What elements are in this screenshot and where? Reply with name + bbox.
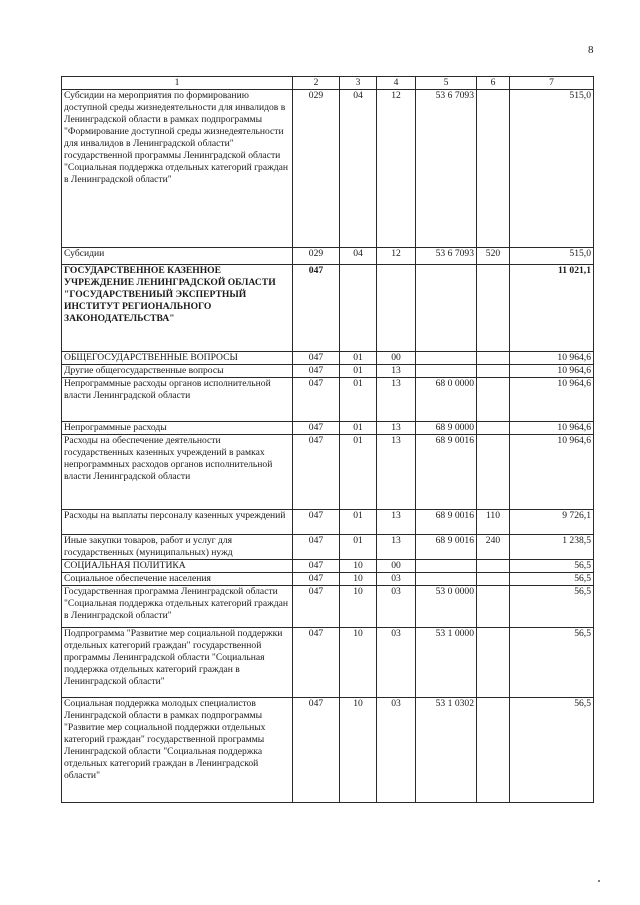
row-cell-col-2: 047 xyxy=(293,378,340,422)
row-cell-col-2: 047 xyxy=(293,627,340,697)
row-cell-col-5 xyxy=(416,572,477,585)
row-cell-col-2: 047 xyxy=(293,559,340,572)
table-header-row xyxy=(62,77,594,90)
row-cell-col-6 xyxy=(477,265,510,352)
row-name-cell: Государственная программа Ленинградской области "Социальная поддержка отдельных категорий граждан в Ленинградской области" xyxy=(62,585,293,627)
row-name-cell: Непрограммные расходы xyxy=(62,422,293,435)
row-cell-col-7: 515,0 xyxy=(510,90,594,248)
row-cell-col-5 xyxy=(416,352,477,365)
row-cell-col-5: 68 9 0016 xyxy=(416,534,477,559)
row-cell-col-6 xyxy=(477,572,510,585)
row-cell-col-2: 047 xyxy=(293,585,340,627)
row-cell-col-2: 047 xyxy=(293,509,340,534)
row-cell-col-2: 047 xyxy=(293,422,340,435)
row-cell-col-4: 12 xyxy=(377,90,416,248)
table-row xyxy=(62,434,594,509)
row-cell-col-4: 13 xyxy=(377,434,416,509)
row-cell-col-3: 10 xyxy=(340,585,377,627)
row-cell-col-7: 1 238,5 xyxy=(510,534,594,559)
header-col-7: 7 xyxy=(510,77,594,90)
row-cell-col-7: 9 726,1 xyxy=(510,509,594,534)
row-cell-col-5: 53 1 0000 xyxy=(416,627,477,697)
row-cell-col-2: 047 xyxy=(293,697,340,802)
header-col-3: 3 xyxy=(340,77,377,90)
row-name-cell: Субсидии на мероприятия по формированию доступной среды жизнедеятельности для инвалидов в Ленинградской области в рамках подпрограммы "Формирование доступной среды жизнедеятельности для инвалидов в Ленинградской области" государственной программы Ленинградской области "Социальная поддержка отдельных категорий граждан в Ленинградской области" xyxy=(62,90,293,248)
row-cell-col-4: 13 xyxy=(377,422,416,435)
header-col-1: 1 xyxy=(62,77,293,90)
row-cell-col-7: 56,5 xyxy=(510,572,594,585)
table-row xyxy=(62,559,594,572)
row-cell-col-7: 10 964,6 xyxy=(510,352,594,365)
table-row xyxy=(62,572,594,585)
row-cell-col-7: 10 964,6 xyxy=(510,378,594,422)
row-cell-col-3 xyxy=(340,265,377,352)
row-name-cell: Социальная поддержка молодых специалистов Ленинградской области в рамках подпрограммы "Развитие мер социальной поддержки отдельных категорий граждан" государственной программы Ленинградской области "Социальная поддержка отдельных категорий граждан в Ленинградской области" xyxy=(62,697,293,802)
row-cell-col-2: 047 xyxy=(293,572,340,585)
table-row xyxy=(62,534,594,559)
row-cell-col-3: 01 xyxy=(340,365,377,378)
row-cell-col-7: 515,0 xyxy=(510,248,594,265)
row-cell-col-4: 03 xyxy=(377,585,416,627)
row-cell-col-6: 240 xyxy=(477,534,510,559)
row-cell-col-6: 110 xyxy=(477,509,510,534)
row-name-cell: Иные закупки товаров, работ и услуг для государственных (муниципальных) нужд xyxy=(62,534,293,559)
row-cell-col-6 xyxy=(477,365,510,378)
row-cell-col-2: 047 xyxy=(293,365,340,378)
table-row xyxy=(62,248,594,265)
row-name-cell: Расходы на выплаты персоналу казенных учреждений xyxy=(62,509,293,534)
table-row xyxy=(62,627,594,697)
table-row xyxy=(62,90,594,248)
row-cell-col-3: 01 xyxy=(340,534,377,559)
row-cell-col-3: 10 xyxy=(340,697,377,802)
table-row xyxy=(62,365,594,378)
row-cell-col-3: 01 xyxy=(340,378,377,422)
row-cell-col-4: 00 xyxy=(377,352,416,365)
row-cell-col-6 xyxy=(477,697,510,802)
table-row xyxy=(62,265,594,352)
row-cell-col-3: 01 xyxy=(340,434,377,509)
row-cell-col-2: 047 xyxy=(293,352,340,365)
row-cell-col-5 xyxy=(416,265,477,352)
row-name-cell: Подпрограмма "Развитие мер социальной поддержки отдельных категорий граждан" государственной программы Ленинградской области "Социальная поддержка отдельных категорий граждан в Ленинградской области" xyxy=(62,627,293,697)
row-cell-col-2: 029 xyxy=(293,90,340,248)
row-name-cell: Другие общегосударственные вопросы xyxy=(62,365,293,378)
budget-table xyxy=(61,76,594,803)
header-col-4: 4 xyxy=(377,77,416,90)
row-cell-col-5: 53 6 7093 xyxy=(416,248,477,265)
row-cell-col-5: 53 0 0000 xyxy=(416,585,477,627)
table-row xyxy=(62,585,594,627)
row-cell-col-7: 56,5 xyxy=(510,627,594,697)
row-cell-col-4: 13 xyxy=(377,509,416,534)
row-cell-col-5: 68 0 0000 xyxy=(416,378,477,422)
row-cell-col-7: 56,5 xyxy=(510,697,594,802)
header-col-6: 6 xyxy=(477,77,510,90)
table-row xyxy=(62,697,594,802)
row-cell-col-4 xyxy=(377,265,416,352)
row-cell-col-6 xyxy=(477,378,510,422)
row-cell-col-4: 12 xyxy=(377,248,416,265)
page-number: 8 xyxy=(588,44,594,56)
row-cell-col-5: 53 1 0302 xyxy=(416,697,477,802)
row-cell-col-7: 10 964,6 xyxy=(510,422,594,435)
row-name-cell: ОБЩЕГОСУДАРСТВЕННЫЕ ВОПРОСЫ xyxy=(62,352,293,365)
row-cell-col-3: 10 xyxy=(340,627,377,697)
row-cell-col-4: 03 xyxy=(377,572,416,585)
row-name-cell: СОЦИАЛЬНАЯ ПОЛИТИКА xyxy=(62,559,293,572)
row-cell-col-3: 01 xyxy=(340,352,377,365)
row-cell-col-5 xyxy=(416,559,477,572)
table-row xyxy=(62,352,594,365)
row-cell-col-2: 047 xyxy=(293,534,340,559)
row-name-cell: Непрограммные расходы органов исполнительной власти Ленинградской области xyxy=(62,378,293,422)
row-cell-col-5 xyxy=(416,365,477,378)
row-cell-col-7: 56,5 xyxy=(510,559,594,572)
row-cell-col-3: 10 xyxy=(340,559,377,572)
row-cell-col-2: 047 xyxy=(293,434,340,509)
row-cell-col-6 xyxy=(477,585,510,627)
row-cell-col-6 xyxy=(477,352,510,365)
row-cell-col-6 xyxy=(477,559,510,572)
header-col-2: 2 xyxy=(293,77,340,90)
row-cell-col-3: 01 xyxy=(340,422,377,435)
row-cell-col-2: 047 xyxy=(293,265,340,352)
row-cell-col-3: 04 xyxy=(340,90,377,248)
row-cell-col-7: 10 964,6 xyxy=(510,434,594,509)
row-cell-col-5: 68 9 0016 xyxy=(416,434,477,509)
row-cell-col-6 xyxy=(477,434,510,509)
row-name-cell: Социальное обеспечение населения xyxy=(62,572,293,585)
row-cell-col-6 xyxy=(477,90,510,248)
table-row xyxy=(62,509,594,534)
row-cell-col-5: 68 9 0000 xyxy=(416,422,477,435)
row-cell-col-3: 10 xyxy=(340,572,377,585)
table-row xyxy=(62,422,594,435)
row-name-cell: Субсидии xyxy=(62,248,293,265)
row-cell-col-4: 13 xyxy=(377,378,416,422)
row-cell-col-7: 56,5 xyxy=(510,585,594,627)
row-cell-col-4: 03 xyxy=(377,697,416,802)
row-cell-col-3: 01 xyxy=(340,509,377,534)
row-cell-col-4: 00 xyxy=(377,559,416,572)
row-cell-col-4: 13 xyxy=(377,534,416,559)
row-name-cell: Расходы на обеспечение деятельности государственных казенных учреждений в рамках непрограммных расходов органов исполнительной власти Ленинградской области xyxy=(62,434,293,509)
row-cell-col-7: 10 964,6 xyxy=(510,365,594,378)
table-row xyxy=(62,378,594,422)
row-cell-col-6 xyxy=(477,627,510,697)
row-cell-col-4: 13 xyxy=(377,365,416,378)
row-cell-col-5: 53 6 7093 xyxy=(416,90,477,248)
row-cell-col-2: 029 xyxy=(293,248,340,265)
scan-speck xyxy=(598,880,600,882)
row-cell-col-7: 11 021,1 xyxy=(510,265,594,352)
row-cell-col-4: 03 xyxy=(377,627,416,697)
row-name-cell: ГОСУДАРСТВЕННОЕ КАЗЕННОЕ УЧРЕЖДЕНИЕ ЛЕНИНГРАДСКОЙ ОБЛАСТИ "ГОСУДАРСТВЕНИЫЙ ЭКСПЕРТНЫЙ ИНСТИТУТ РЕГИОНАЛЬНОГО ЗАКОНОДАТЕЛЬСТВА" xyxy=(62,265,293,352)
row-cell-col-6 xyxy=(477,422,510,435)
header-col-5: 5 xyxy=(416,77,477,90)
row-cell-col-3: 04 xyxy=(340,248,377,265)
row-cell-col-5: 68 9 0016 xyxy=(416,509,477,534)
row-cell-col-6: 520 xyxy=(477,248,510,265)
